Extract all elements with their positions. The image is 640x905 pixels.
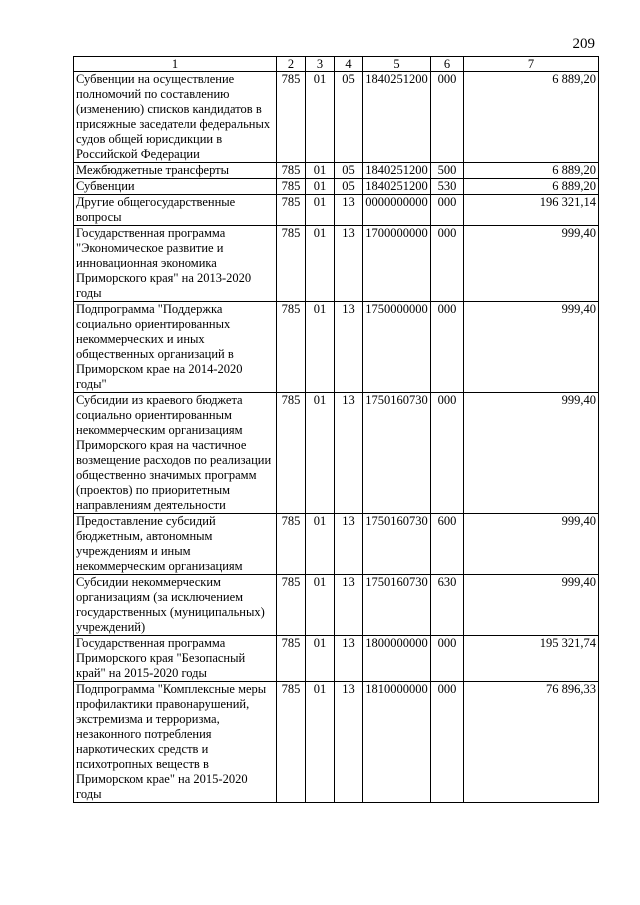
row-amount: 999,40 xyxy=(464,393,599,514)
row-grbs: 785 xyxy=(277,682,306,803)
row-pr: 05 xyxy=(335,179,363,195)
row-csr: 1840251200 xyxy=(363,179,431,195)
table-row xyxy=(74,195,599,226)
row-name: Предоставление субсидий бюджетным, автономным учреждениям и иным некоммерческим организациям xyxy=(74,514,277,575)
row-rz: 01 xyxy=(306,514,335,575)
header-col-3: 3 xyxy=(306,57,335,72)
row-amount: 999,40 xyxy=(464,302,599,393)
row-name: Государственная программа Приморского края "Безопасный край" на 2015-2020 годы xyxy=(74,636,277,682)
row-vr: 500 xyxy=(431,163,464,179)
table-row xyxy=(74,163,599,179)
row-pr: 13 xyxy=(335,226,363,302)
row-csr: 1750160730 xyxy=(363,393,431,514)
row-grbs: 785 xyxy=(277,393,306,514)
header-col-7: 7 xyxy=(464,57,599,72)
row-pr: 13 xyxy=(335,302,363,393)
row-pr: 13 xyxy=(335,682,363,803)
row-vr: 000 xyxy=(431,195,464,226)
header-row xyxy=(74,57,599,72)
row-rz: 01 xyxy=(306,195,335,226)
header-col-5: 5 xyxy=(363,57,431,72)
table-row xyxy=(74,682,599,803)
row-vr: 600 xyxy=(431,514,464,575)
row-csr: 1810000000 xyxy=(363,682,431,803)
row-grbs: 785 xyxy=(277,195,306,226)
row-grbs: 785 xyxy=(277,636,306,682)
row-vr: 630 xyxy=(431,575,464,636)
page-number: 209 xyxy=(572,36,595,52)
row-name: Подпрограмма "Комплексные меры профилактики правонарушений, экстремизма и терроризма, незаконного потребления наркотических средств и психотропных веществ в Приморском крае" на 2015-2020 годы xyxy=(74,682,277,803)
row-amount: 999,40 xyxy=(464,514,599,575)
table-row xyxy=(74,636,599,682)
row-amount: 999,40 xyxy=(464,575,599,636)
header-col-1: 1 xyxy=(74,57,277,72)
row-pr: 05 xyxy=(335,72,363,163)
table-row xyxy=(74,393,599,514)
row-amount: 6 889,20 xyxy=(464,163,599,179)
row-amount: 196 321,14 xyxy=(464,195,599,226)
row-rz: 01 xyxy=(306,72,335,163)
row-name: Субсидии из краевого бюджета социально ориентированным некоммерческим организациям Приморского края на частичное возмещение расходов по реализации общественно значимых программ (проектов) по приоритетным направлениям деятельности xyxy=(74,393,277,514)
row-csr: 1840251200 xyxy=(363,163,431,179)
row-vr: 000 xyxy=(431,636,464,682)
row-grbs: 785 xyxy=(277,302,306,393)
row-vr: 000 xyxy=(431,682,464,803)
row-amount: 6 889,20 xyxy=(464,72,599,163)
row-rz: 01 xyxy=(306,226,335,302)
row-vr: 000 xyxy=(431,393,464,514)
row-pr: 13 xyxy=(335,393,363,514)
row-rz: 01 xyxy=(306,163,335,179)
budget-table xyxy=(73,56,599,803)
row-grbs: 785 xyxy=(277,163,306,179)
row-amount: 195 321,74 xyxy=(464,636,599,682)
header-col-4: 4 xyxy=(335,57,363,72)
row-csr: 1800000000 xyxy=(363,636,431,682)
table-row xyxy=(74,72,599,163)
row-amount: 999,40 xyxy=(464,226,599,302)
row-rz: 01 xyxy=(306,636,335,682)
header-col-6: 6 xyxy=(431,57,464,72)
row-csr: 1700000000 xyxy=(363,226,431,302)
row-vr: 530 xyxy=(431,179,464,195)
row-csr: 0000000000 xyxy=(363,195,431,226)
row-pr: 05 xyxy=(335,163,363,179)
header-col-2: 2 xyxy=(277,57,306,72)
row-grbs: 785 xyxy=(277,226,306,302)
row-grbs: 785 xyxy=(277,514,306,575)
row-grbs: 785 xyxy=(277,179,306,195)
row-name: Другие общегосударственные вопросы xyxy=(74,195,277,226)
row-pr: 13 xyxy=(335,514,363,575)
row-name: Государственная программа "Экономическое развитие и инновационная экономика Приморского края" на 2013-2020 годы xyxy=(74,226,277,302)
row-rz: 01 xyxy=(306,302,335,393)
table-row xyxy=(74,575,599,636)
row-rz: 01 xyxy=(306,393,335,514)
row-name: Субвенции xyxy=(74,179,277,195)
row-vr: 000 xyxy=(431,226,464,302)
row-pr: 13 xyxy=(335,575,363,636)
row-vr: 000 xyxy=(431,302,464,393)
row-grbs: 785 xyxy=(277,72,306,163)
row-pr: 13 xyxy=(335,636,363,682)
row-rz: 01 xyxy=(306,179,335,195)
table-row xyxy=(74,226,599,302)
row-name: Субвенции на осуществление полномочий по составлению (изменению) списков кандидатов в присяжные заседатели федеральных судов общей юрисдикции в Российской Федерации xyxy=(74,72,277,163)
row-name: Субсидии некоммерческим организациям (за исключением государственных (муниципальных) учреждений) xyxy=(74,575,277,636)
row-pr: 13 xyxy=(335,195,363,226)
row-name: Подпрограмма "Поддержка социально ориентированных некоммерческих и иных общественных организаций в Приморском крае на 2014-2020 годы" xyxy=(74,302,277,393)
row-csr: 1840251200 xyxy=(363,72,431,163)
row-rz: 01 xyxy=(306,682,335,803)
table-row xyxy=(74,179,599,195)
table-row xyxy=(74,514,599,575)
row-csr: 1750000000 xyxy=(363,302,431,393)
row-vr: 000 xyxy=(431,72,464,163)
table-row xyxy=(74,302,599,393)
row-grbs: 785 xyxy=(277,575,306,636)
row-name: Межбюджетные трансферты xyxy=(74,163,277,179)
row-rz: 01 xyxy=(306,575,335,636)
row-amount: 6 889,20 xyxy=(464,179,599,195)
row-amount: 76 896,33 xyxy=(464,682,599,803)
row-csr: 1750160730 xyxy=(363,575,431,636)
row-csr: 1750160730 xyxy=(363,514,431,575)
